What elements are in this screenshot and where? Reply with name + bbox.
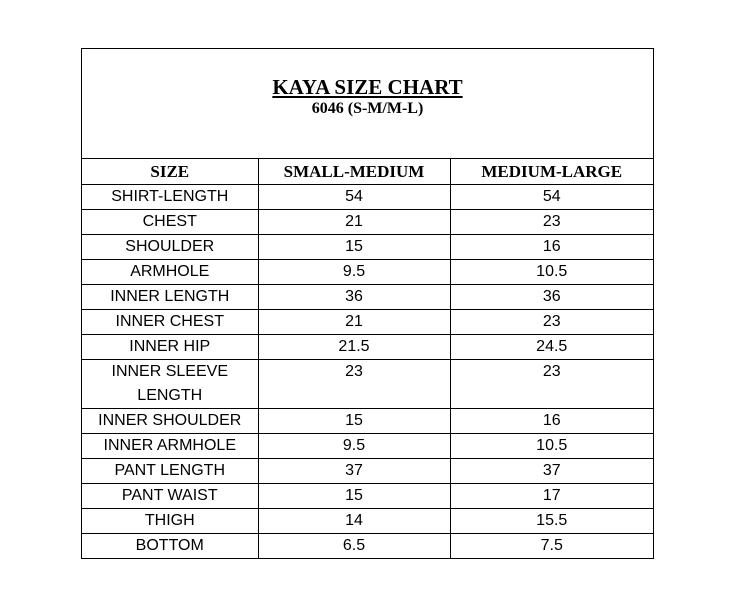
measurement-label: THIGH bbox=[82, 509, 258, 534]
medium-large-value: 17 bbox=[450, 484, 653, 509]
medium-large-value: 54 bbox=[450, 185, 653, 210]
measurement-label: INNER SLEEVE LENGTH bbox=[82, 360, 258, 409]
small-medium-value: 23 bbox=[258, 360, 450, 409]
medium-large-value: 37 bbox=[450, 459, 653, 484]
table-row bbox=[82, 335, 653, 360]
table-row bbox=[82, 534, 653, 559]
chart-subtitle: 6046 (S-M/M-L) bbox=[311, 100, 424, 117]
measurement-label: INNER HIP bbox=[82, 335, 258, 360]
table-row bbox=[82, 484, 653, 509]
table-row bbox=[82, 509, 653, 534]
size-chart-document bbox=[81, 48, 654, 559]
title-block bbox=[82, 49, 653, 159]
measurement-label: SHOULDER bbox=[82, 235, 258, 260]
measurement-label: SHIRT-LENGTH bbox=[82, 185, 258, 210]
measurement-label: INNER ARMHOLE bbox=[82, 434, 258, 459]
small-medium-value: 21 bbox=[258, 210, 450, 235]
medium-large-value: 16 bbox=[450, 235, 653, 260]
table-row bbox=[82, 235, 653, 260]
header-small-medium: SMALL-MEDIUM bbox=[258, 159, 450, 185]
table-row bbox=[82, 210, 653, 235]
table-row bbox=[82, 459, 653, 484]
measurement-label: INNER LENGTH bbox=[82, 285, 258, 310]
medium-large-value: 16 bbox=[450, 409, 653, 434]
medium-large-value: 15.5 bbox=[450, 509, 653, 534]
small-medium-value: 9.5 bbox=[258, 260, 450, 285]
table-header-row bbox=[82, 159, 653, 185]
medium-large-value: 23 bbox=[450, 210, 653, 235]
small-medium-value: 36 bbox=[258, 285, 450, 310]
small-medium-value: 15 bbox=[258, 409, 450, 434]
small-medium-value: 14 bbox=[258, 509, 450, 534]
small-medium-value: 54 bbox=[258, 185, 450, 210]
size-table bbox=[82, 159, 653, 558]
small-medium-value: 9.5 bbox=[258, 434, 450, 459]
small-medium-value: 15 bbox=[258, 484, 450, 509]
measurement-label: PANT LENGTH bbox=[82, 459, 258, 484]
medium-large-value: 23 bbox=[450, 310, 653, 335]
chart-title: KAYA SIZE CHART bbox=[272, 75, 463, 99]
table-row bbox=[82, 360, 653, 409]
medium-large-value: 10.5 bbox=[450, 434, 653, 459]
table-row bbox=[82, 409, 653, 434]
measurement-label: BOTTOM bbox=[82, 534, 258, 559]
medium-large-value: 23 bbox=[450, 360, 653, 409]
medium-large-value: 36 bbox=[450, 285, 653, 310]
medium-large-value: 24.5 bbox=[450, 335, 653, 360]
medium-large-value: 10.5 bbox=[450, 260, 653, 285]
small-medium-value: 21.5 bbox=[258, 335, 450, 360]
small-medium-value: 6.5 bbox=[258, 534, 450, 559]
measurement-label: INNER SHOULDER bbox=[82, 409, 258, 434]
medium-large-value: 7.5 bbox=[540, 537, 563, 554]
measurement-label: ARMHOLE bbox=[82, 260, 258, 285]
small-medium-value: 21 bbox=[258, 310, 450, 335]
table-row bbox=[82, 185, 653, 210]
header-size: SIZE bbox=[82, 159, 258, 185]
table-row bbox=[82, 310, 653, 335]
measurement-label: CHEST bbox=[82, 210, 258, 235]
small-medium-value: 37 bbox=[258, 459, 450, 484]
table-row bbox=[82, 260, 653, 285]
table-row bbox=[82, 434, 653, 459]
measurement-label: INNER CHEST bbox=[82, 310, 258, 335]
table-row bbox=[82, 285, 653, 310]
measurement-label: PANT WAIST bbox=[82, 484, 258, 509]
small-medium-value: 15 bbox=[258, 235, 450, 260]
header-medium-large: MEDIUM-LARGE bbox=[450, 159, 653, 185]
